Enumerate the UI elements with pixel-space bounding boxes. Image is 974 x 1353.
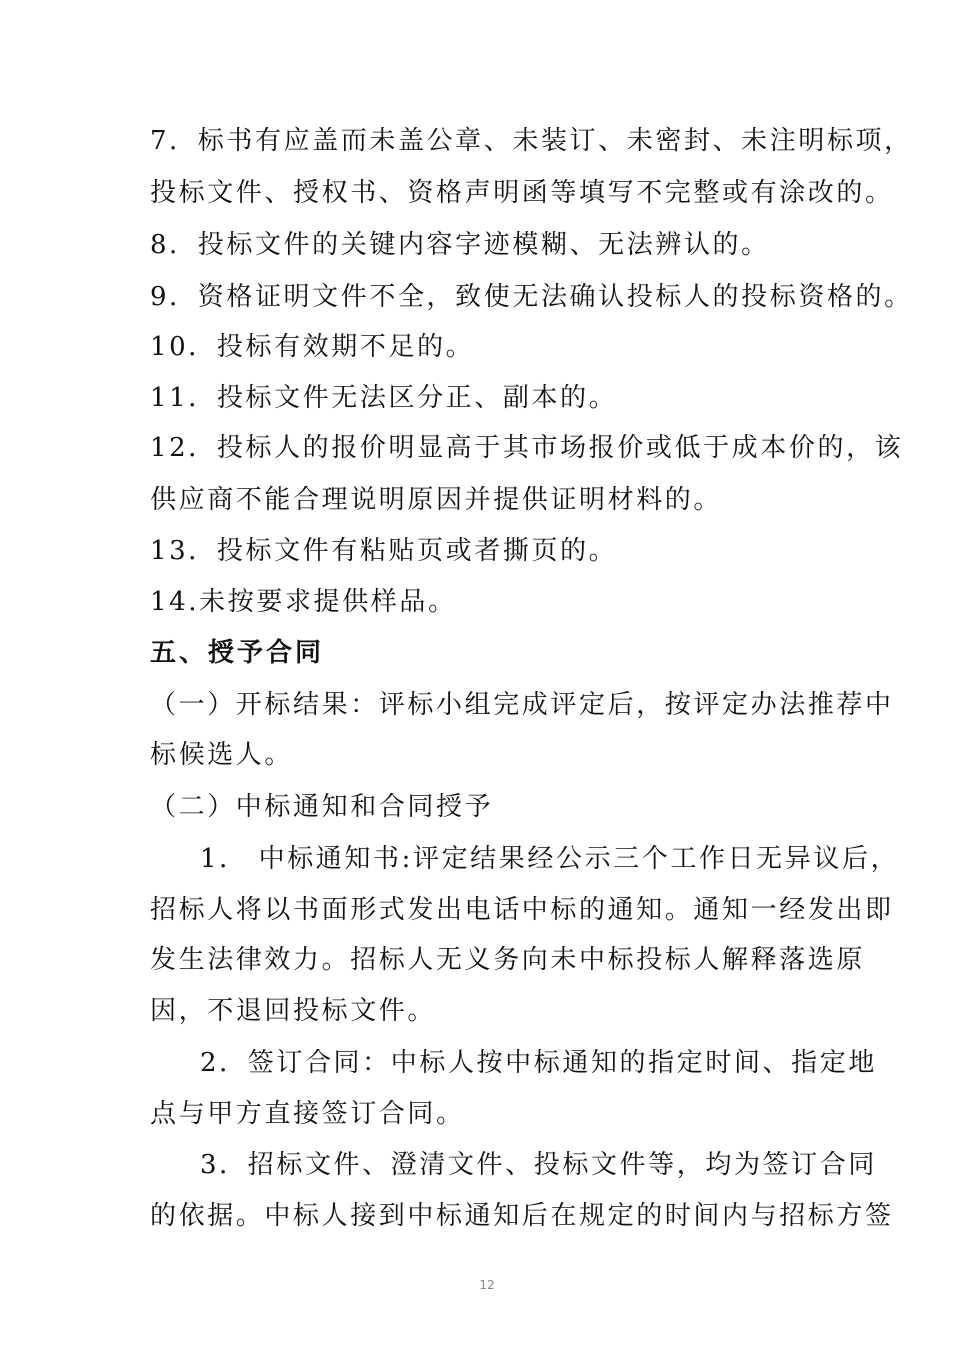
text-line: 投标文件、授权书、资格声明函等填写不完整或有涂改的。 xyxy=(150,178,894,208)
text-line: 招标人将以书面形式发出电话中标的通知。通知一经发出即 xyxy=(150,895,894,925)
page-number: 12 xyxy=(479,1278,495,1292)
text-line: 14.未按要求提供样品。 xyxy=(150,587,457,617)
text-line: 13．投标文件有粘贴页或者撕页的。 xyxy=(150,536,618,566)
text-line: 3．招标文件、澄清文件、投标文件等，均为签订合同 xyxy=(200,1150,877,1180)
text-line: 因，不退回投标文件。 xyxy=(150,996,437,1026)
text-line: 11．投标文件无法区分正、副本的。 xyxy=(150,383,618,413)
text-line: 12．投标人的报价明显高于其市场报价或低于成本价的，该 xyxy=(150,433,904,463)
text-line: 9．资格证明文件不全，致使无法确认投标人的投标资格的。 xyxy=(150,282,913,312)
text-line: 标候选人。 xyxy=(150,740,294,770)
text-line: 7．标书有应盖而未盖公章、未装订、未密封、未注明标项， xyxy=(150,126,913,156)
text-line: 供应商不能合理说明原因并提供证明材料的。 xyxy=(150,485,723,515)
text-line: 的依据。中标人接到中标通知后在规定的时间内与招标方签 xyxy=(150,1201,894,1231)
subsection-heading: （二）中标通知和合同授予 xyxy=(150,792,494,822)
text-line: 发生法律效力。招标人无义务向未中标投标人解释落选原 xyxy=(150,945,866,975)
text-line: 8．投标文件的关键内容字迹模糊、无法辨认的。 xyxy=(150,230,770,260)
text-line: 10．投标有效期不足的。 xyxy=(150,332,475,362)
text-line: 点与甲方直接签订合同。 xyxy=(150,1099,465,1129)
section-heading: 五、授予合同 xyxy=(150,638,325,668)
text-line: 2．签订合同：中标人按中标通知的指定时间、指定地 xyxy=(200,1048,877,1078)
text-line: 1． 中标通知书:评定结果经公示三个工作日无异议后， xyxy=(200,844,900,874)
text-line: （一）开标结果：评标小组完成评定后，按评定办法推荐中 xyxy=(150,690,894,720)
